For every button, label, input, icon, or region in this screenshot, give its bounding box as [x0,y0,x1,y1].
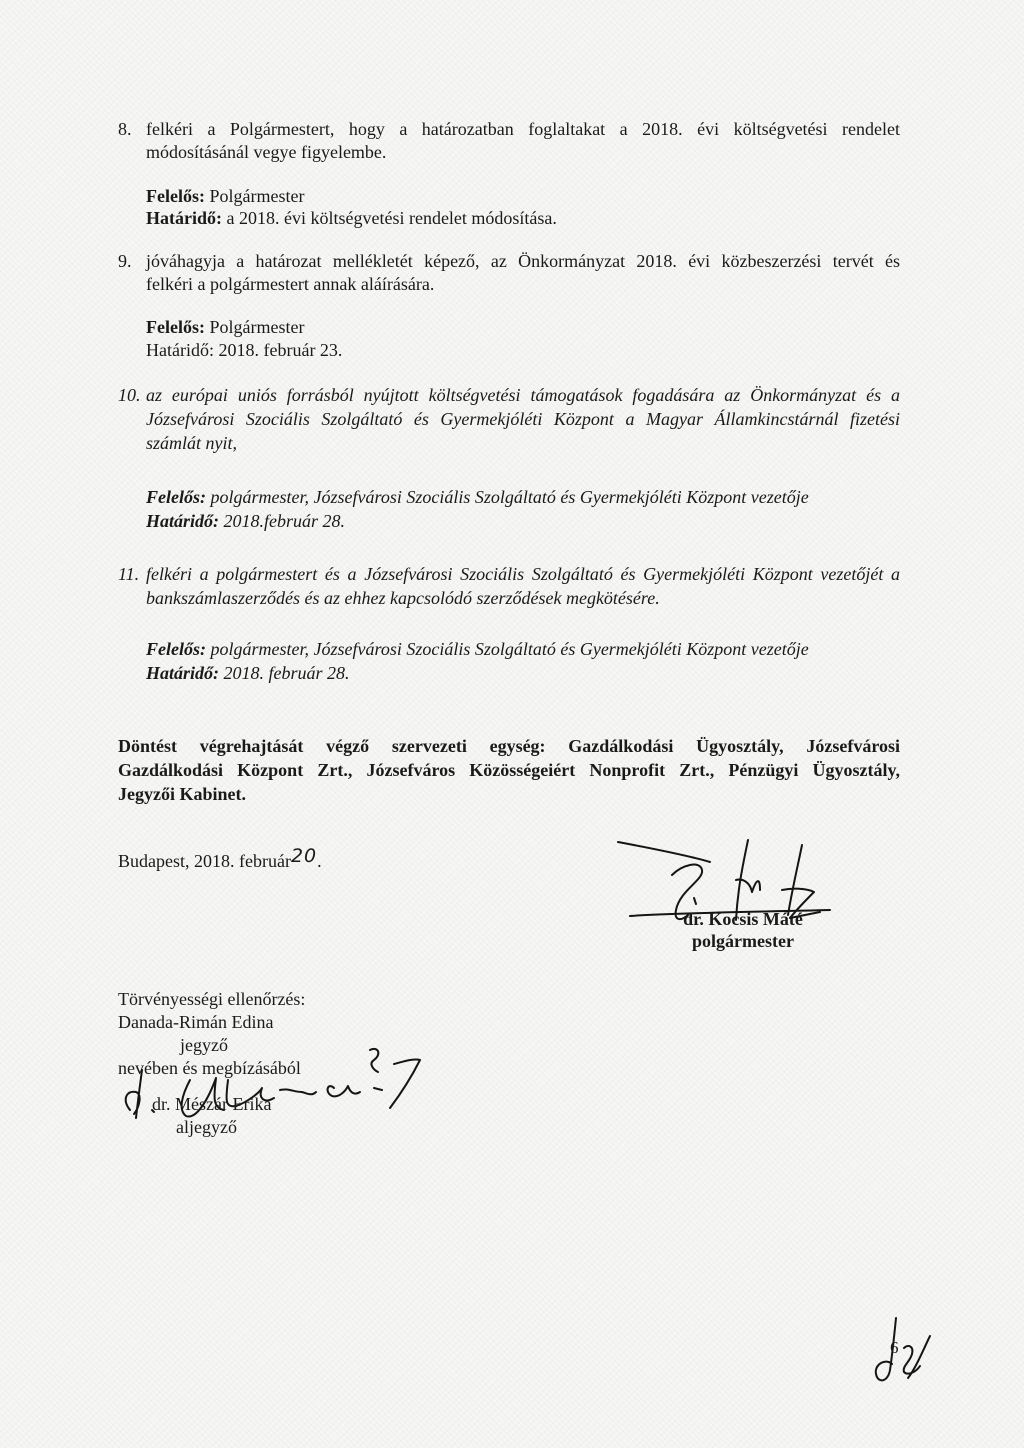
responsible-value: Polgármester [209,317,305,337]
page-number: 6 [890,1338,899,1357]
mayor-name: dr. Kocsis Máté [683,909,803,929]
item-8-text-line2: módosításánál vegye figyelembe. [146,142,387,162]
item-11-number: 11. [118,564,140,584]
item-10-text-line3: számlát nyit, [146,433,238,453]
deadline-label: Határidő: [146,663,220,683]
item-10-text-line1: az európai uniós forrásból nyújtott költségvetési támogatások fogadására az Önkormányzat és a [146,385,900,405]
item-11-text-line1: felkéri a polgármestert és a Józsefvárosi Szociális Szolgáltató és Gyermekjóléti Központ vezetőjét a [146,564,900,584]
item-8-deadline [146,207,557,229]
executing-units-line1: Döntést végrehajtását végző szervezeti egység: Gazdálkodási Ügyosztály, Józsefvárosi [118,736,900,756]
responsible-value: polgármester, Józsefvárosi Szociális Szolgáltató és Gyermekjóléti Központ vezetője [210,487,809,507]
mayor-title: polgármester [692,931,794,951]
place-date-suffix: . [317,851,322,871]
deadline-value: 2018. február 28. [223,663,350,683]
executing-units-line3: Jegyzői Kabinet. [118,784,246,804]
deputy-notary-signature [112,1040,432,1130]
item-9-text-line1: jóváhagyja a határozat mellékletét képező, az Önkormányzat 2018. évi közbeszerzési tervét és [146,251,900,271]
responsible-label: Felelős: [146,317,205,337]
responsible-value: polgármester, Józsefvárosi Szociális Szolgáltató és Gyermekjóléti Központ vezetője [210,639,809,659]
deadline-value: a 2018. évi költségvetési rendelet módosítása. [226,208,557,228]
item-10-text-line2: Józsefvárosi Szociális Szolgáltató és Gyermekjóléti Központ a Magyar Államkincstárnál fizetési [146,409,900,429]
responsible-label: Felelős: [146,186,205,206]
notary-title: jegyző [180,1035,228,1055]
responsible-value: Polgármester [209,186,305,206]
handwritten-day: 20 [290,845,318,867]
responsible-label: Felelős: [146,639,206,659]
executing-units-line2: Gazdálkodási Központ Zrt., Józsefváros Közösségeiért Nonprofit Zrt., Pénzügyi Ügyosztály, [118,760,900,780]
deputy-title: aljegyző [176,1117,237,1137]
deadline-label: Határidő: [146,511,220,531]
deputy-name: dr. Mészár Erika [152,1094,272,1114]
item-10-number: 10. [118,385,141,405]
item-8-text-line1: felkéri a Polgármestert, hogy a határozatban foglaltakat a 2018. évi költségvetési rendelet [146,119,900,139]
on-behalf-text: nevében és megbízásából [118,1058,301,1078]
legality-heading: Törvényességi ellenőrzés: [118,989,306,1009]
item-8-number: 8. [118,119,132,139]
place-date [118,845,322,872]
initials-signature [868,1308,938,1388]
item-11-deadline [146,662,350,684]
place-date-text: Budapest, 2018. február [118,851,291,871]
item-10-responsible [146,486,809,508]
item-9-deadline: Határidő: 2018. február 23. [146,340,343,360]
item-10-deadline [146,510,345,532]
item-11-text-line2: bankszámlaszerződés és az ehhez kapcsolódó szerződések megkötésére. [146,588,660,608]
notary-name: Danada-Rimán Edina [118,1012,274,1032]
item-9-responsible [146,316,304,338]
responsible-label: Felelős: [146,487,206,507]
deadline-value: 2018.február 28. [223,511,346,531]
item-9-number: 9. [118,251,132,271]
deadline-label: Határidő: [146,208,222,228]
item-11-responsible [146,638,809,660]
item-9-text-line2: felkéri a polgármestert annak aláírására. [146,274,435,294]
item-8-responsible [146,185,304,207]
